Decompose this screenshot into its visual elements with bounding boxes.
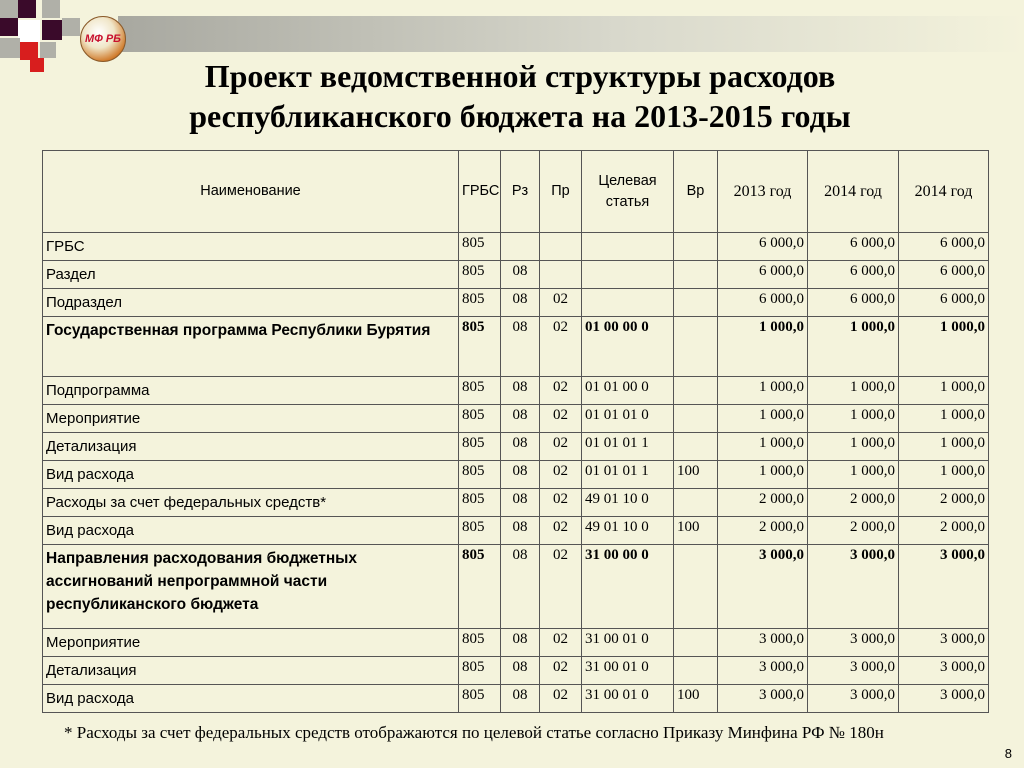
cell-grbs: 805 xyxy=(459,317,501,377)
cell-grbs: 805 xyxy=(459,629,501,657)
deco-square xyxy=(18,0,36,18)
cell-year-1: 1 000,0 xyxy=(718,461,808,489)
cell-vr: 100 xyxy=(674,685,718,713)
cell-vr xyxy=(674,261,718,289)
cell-year-3: 1 000,0 xyxy=(899,461,989,489)
cell-year-1: 1 000,0 xyxy=(718,317,808,377)
cell-target-article: 31 00 00 0 xyxy=(582,545,674,629)
title-line-2: республиканского бюджета на 2013-2015 годы xyxy=(189,98,851,134)
cell-year-2: 1 000,0 xyxy=(808,461,899,489)
cell-year-1: 6 000,0 xyxy=(718,261,808,289)
cell-target-article: 01 00 00 0 xyxy=(582,317,674,377)
cell-year-3: 6 000,0 xyxy=(899,289,989,317)
cell-name: Вид расхода xyxy=(43,461,459,489)
cell-year-1: 2 000,0 xyxy=(718,489,808,517)
cell-year-3: 1 000,0 xyxy=(899,317,989,377)
cell-rz: 08 xyxy=(501,405,540,433)
table-row xyxy=(43,377,989,405)
cell-year-3: 3 000,0 xyxy=(899,657,989,685)
cell-year-3: 6 000,0 xyxy=(899,233,989,261)
cell-name: Государственная программа Республики Бурятия xyxy=(43,317,459,377)
cell-target-article: 31 00 01 0 xyxy=(582,685,674,713)
cell-pr: 02 xyxy=(540,317,582,377)
cell-year-3: 1 000,0 xyxy=(899,405,989,433)
cell-pr: 02 xyxy=(540,685,582,713)
deco-square xyxy=(0,0,18,18)
cell-target-article xyxy=(582,261,674,289)
cell-pr xyxy=(540,261,582,289)
cell-vr xyxy=(674,405,718,433)
cell-rz: 08 xyxy=(501,317,540,377)
cell-year-2: 3 000,0 xyxy=(808,629,899,657)
header-pr: Пр xyxy=(540,151,582,233)
cell-pr: 02 xyxy=(540,517,582,545)
cell-vr: 100 xyxy=(674,517,718,545)
cell-year-1: 6 000,0 xyxy=(718,233,808,261)
cell-pr: 02 xyxy=(540,377,582,405)
page-number: 8 xyxy=(1004,746,1012,761)
cell-year-2: 1 000,0 xyxy=(808,433,899,461)
cell-year-3: 3 000,0 xyxy=(899,545,989,629)
cell-target-article: 01 01 01 1 xyxy=(582,433,674,461)
table-row xyxy=(43,657,989,685)
cell-name: Подраздел xyxy=(43,289,459,317)
cell-year-3: 2 000,0 xyxy=(899,489,989,517)
cell-vr xyxy=(674,433,718,461)
cell-name: Подпрограмма xyxy=(43,377,459,405)
ministry-logo: МФ РБ xyxy=(80,16,126,62)
cell-year-2: 6 000,0 xyxy=(808,261,899,289)
cell-year-1: 3 000,0 xyxy=(718,685,808,713)
cell-rz: 08 xyxy=(501,657,540,685)
cell-name: Детализация xyxy=(43,657,459,685)
top-gradient-bar xyxy=(118,16,1024,52)
header-year-3: 2014 год xyxy=(899,151,989,233)
header-year-2: 2014 год xyxy=(808,151,899,233)
cell-year-1: 3 000,0 xyxy=(718,629,808,657)
cell-name: Вид расхода xyxy=(43,517,459,545)
cell-rz: 08 xyxy=(501,517,540,545)
table-row xyxy=(43,317,989,377)
cell-grbs: 805 xyxy=(459,489,501,517)
cell-pr: 02 xyxy=(540,629,582,657)
cell-pr xyxy=(540,233,582,261)
deco-square xyxy=(30,58,44,72)
cell-pr: 02 xyxy=(540,405,582,433)
deco-square xyxy=(0,18,18,36)
cell-rz: 08 xyxy=(501,377,540,405)
cell-year-3: 2 000,0 xyxy=(899,517,989,545)
deco-square xyxy=(18,20,40,42)
table-row xyxy=(43,517,989,545)
cell-year-2: 1 000,0 xyxy=(808,377,899,405)
cell-pr: 02 xyxy=(540,545,582,629)
cell-name: Вид расхода xyxy=(43,685,459,713)
header-target-article: Целевая статья xyxy=(582,151,674,233)
cell-vr xyxy=(674,289,718,317)
deco-square xyxy=(62,18,80,36)
header-grbs: ГРБС xyxy=(459,151,501,233)
cell-vr xyxy=(674,377,718,405)
cell-pr: 02 xyxy=(540,657,582,685)
cell-rz: 08 xyxy=(501,629,540,657)
cell-year-3: 3 000,0 xyxy=(899,629,989,657)
header-name: Наименование xyxy=(43,151,459,233)
cell-grbs: 805 xyxy=(459,657,501,685)
cell-vr xyxy=(674,317,718,377)
cell-year-3: 6 000,0 xyxy=(899,261,989,289)
cell-pr: 02 xyxy=(540,289,582,317)
cell-grbs: 805 xyxy=(459,517,501,545)
slide-title xyxy=(60,56,980,136)
cell-grbs: 805 xyxy=(459,433,501,461)
cell-name: Мероприятие xyxy=(43,405,459,433)
header-year-1: 2013 год xyxy=(718,151,808,233)
deco-square xyxy=(42,0,60,18)
cell-grbs: 805 xyxy=(459,261,501,289)
cell-rz: 08 xyxy=(501,545,540,629)
table-row xyxy=(43,261,989,289)
table-row xyxy=(43,433,989,461)
cell-grbs: 805 xyxy=(459,461,501,489)
cell-name: Расходы за счет федеральных средств* xyxy=(43,489,459,517)
budget-structure-table xyxy=(42,150,989,713)
cell-pr: 02 xyxy=(540,461,582,489)
cell-pr: 02 xyxy=(540,433,582,461)
cell-target-article: 01 01 00 0 xyxy=(582,377,674,405)
cell-year-2: 2 000,0 xyxy=(808,489,899,517)
cell-grbs: 805 xyxy=(459,405,501,433)
cell-grbs: 805 xyxy=(459,685,501,713)
cell-target-article: 49 01 10 0 xyxy=(582,489,674,517)
cell-year-2: 6 000,0 xyxy=(808,233,899,261)
cell-year-2: 3 000,0 xyxy=(808,685,899,713)
cell-vr xyxy=(674,657,718,685)
table-row xyxy=(43,405,989,433)
cell-target-article: 49 01 10 0 xyxy=(582,517,674,545)
table-row xyxy=(43,233,989,261)
cell-rz xyxy=(501,233,540,261)
deco-square xyxy=(0,38,20,58)
cell-year-1: 1 000,0 xyxy=(718,433,808,461)
cell-rz: 08 xyxy=(501,489,540,517)
cell-vr xyxy=(674,489,718,517)
cell-name: Мероприятие xyxy=(43,629,459,657)
header-vr: Вр xyxy=(674,151,718,233)
cell-rz: 08 xyxy=(501,261,540,289)
cell-year-3: 1 000,0 xyxy=(899,433,989,461)
cell-year-2: 3 000,0 xyxy=(808,657,899,685)
table-row xyxy=(43,685,989,713)
table-row xyxy=(43,461,989,489)
cell-rz: 08 xyxy=(501,685,540,713)
cell-name: Направления расходования бюджетных ассигнований непрограммной части республиканского бюджета xyxy=(43,545,459,629)
cell-year-1: 1 000,0 xyxy=(718,377,808,405)
cell-name: Детализация xyxy=(43,433,459,461)
cell-pr: 02 xyxy=(540,489,582,517)
cell-year-1: 6 000,0 xyxy=(718,289,808,317)
table-header-row xyxy=(43,151,989,233)
cell-grbs: 805 xyxy=(459,377,501,405)
cell-year-2: 3 000,0 xyxy=(808,545,899,629)
cell-vr xyxy=(674,233,718,261)
cell-rz: 08 xyxy=(501,289,540,317)
cell-target-article: 31 00 01 0 xyxy=(582,657,674,685)
cell-year-1: 2 000,0 xyxy=(718,517,808,545)
title-line-1: Проект ведомственной структуры расходов xyxy=(204,58,836,94)
cell-target-article xyxy=(582,289,674,317)
header-rz: Рз xyxy=(501,151,540,233)
cell-year-2: 2 000,0 xyxy=(808,517,899,545)
cell-year-1: 3 000,0 xyxy=(718,657,808,685)
cell-target-article: 31 00 01 0 xyxy=(582,629,674,657)
cell-name: Раздел xyxy=(43,261,459,289)
deco-square xyxy=(42,20,62,40)
cell-vr xyxy=(674,545,718,629)
table-row xyxy=(43,545,989,629)
cell-rz: 08 xyxy=(501,433,540,461)
table-row xyxy=(43,629,989,657)
cell-target-article: 01 01 01 0 xyxy=(582,405,674,433)
cell-target-article xyxy=(582,233,674,261)
cell-year-3: 1 000,0 xyxy=(899,377,989,405)
cell-grbs: 805 xyxy=(459,233,501,261)
cell-vr: 100 xyxy=(674,461,718,489)
cell-rz: 08 xyxy=(501,461,540,489)
footnote: * Расходы за счет федеральных средств отображаются по целевой статье согласно Приказу Минфина РФ № 180н xyxy=(64,723,884,742)
cell-name: ГРБС xyxy=(43,233,459,261)
table-row xyxy=(43,289,989,317)
cell-year-2: 6 000,0 xyxy=(808,289,899,317)
cell-year-3: 3 000,0 xyxy=(899,685,989,713)
cell-year-2: 1 000,0 xyxy=(808,405,899,433)
cell-grbs: 805 xyxy=(459,545,501,629)
cell-target-article: 01 01 01 1 xyxy=(582,461,674,489)
cell-year-1: 3 000,0 xyxy=(718,545,808,629)
cell-vr xyxy=(674,629,718,657)
cell-year-1: 1 000,0 xyxy=(718,405,808,433)
cell-grbs: 805 xyxy=(459,289,501,317)
deco-square xyxy=(40,42,56,58)
cell-year-2: 1 000,0 xyxy=(808,317,899,377)
table-row xyxy=(43,489,989,517)
